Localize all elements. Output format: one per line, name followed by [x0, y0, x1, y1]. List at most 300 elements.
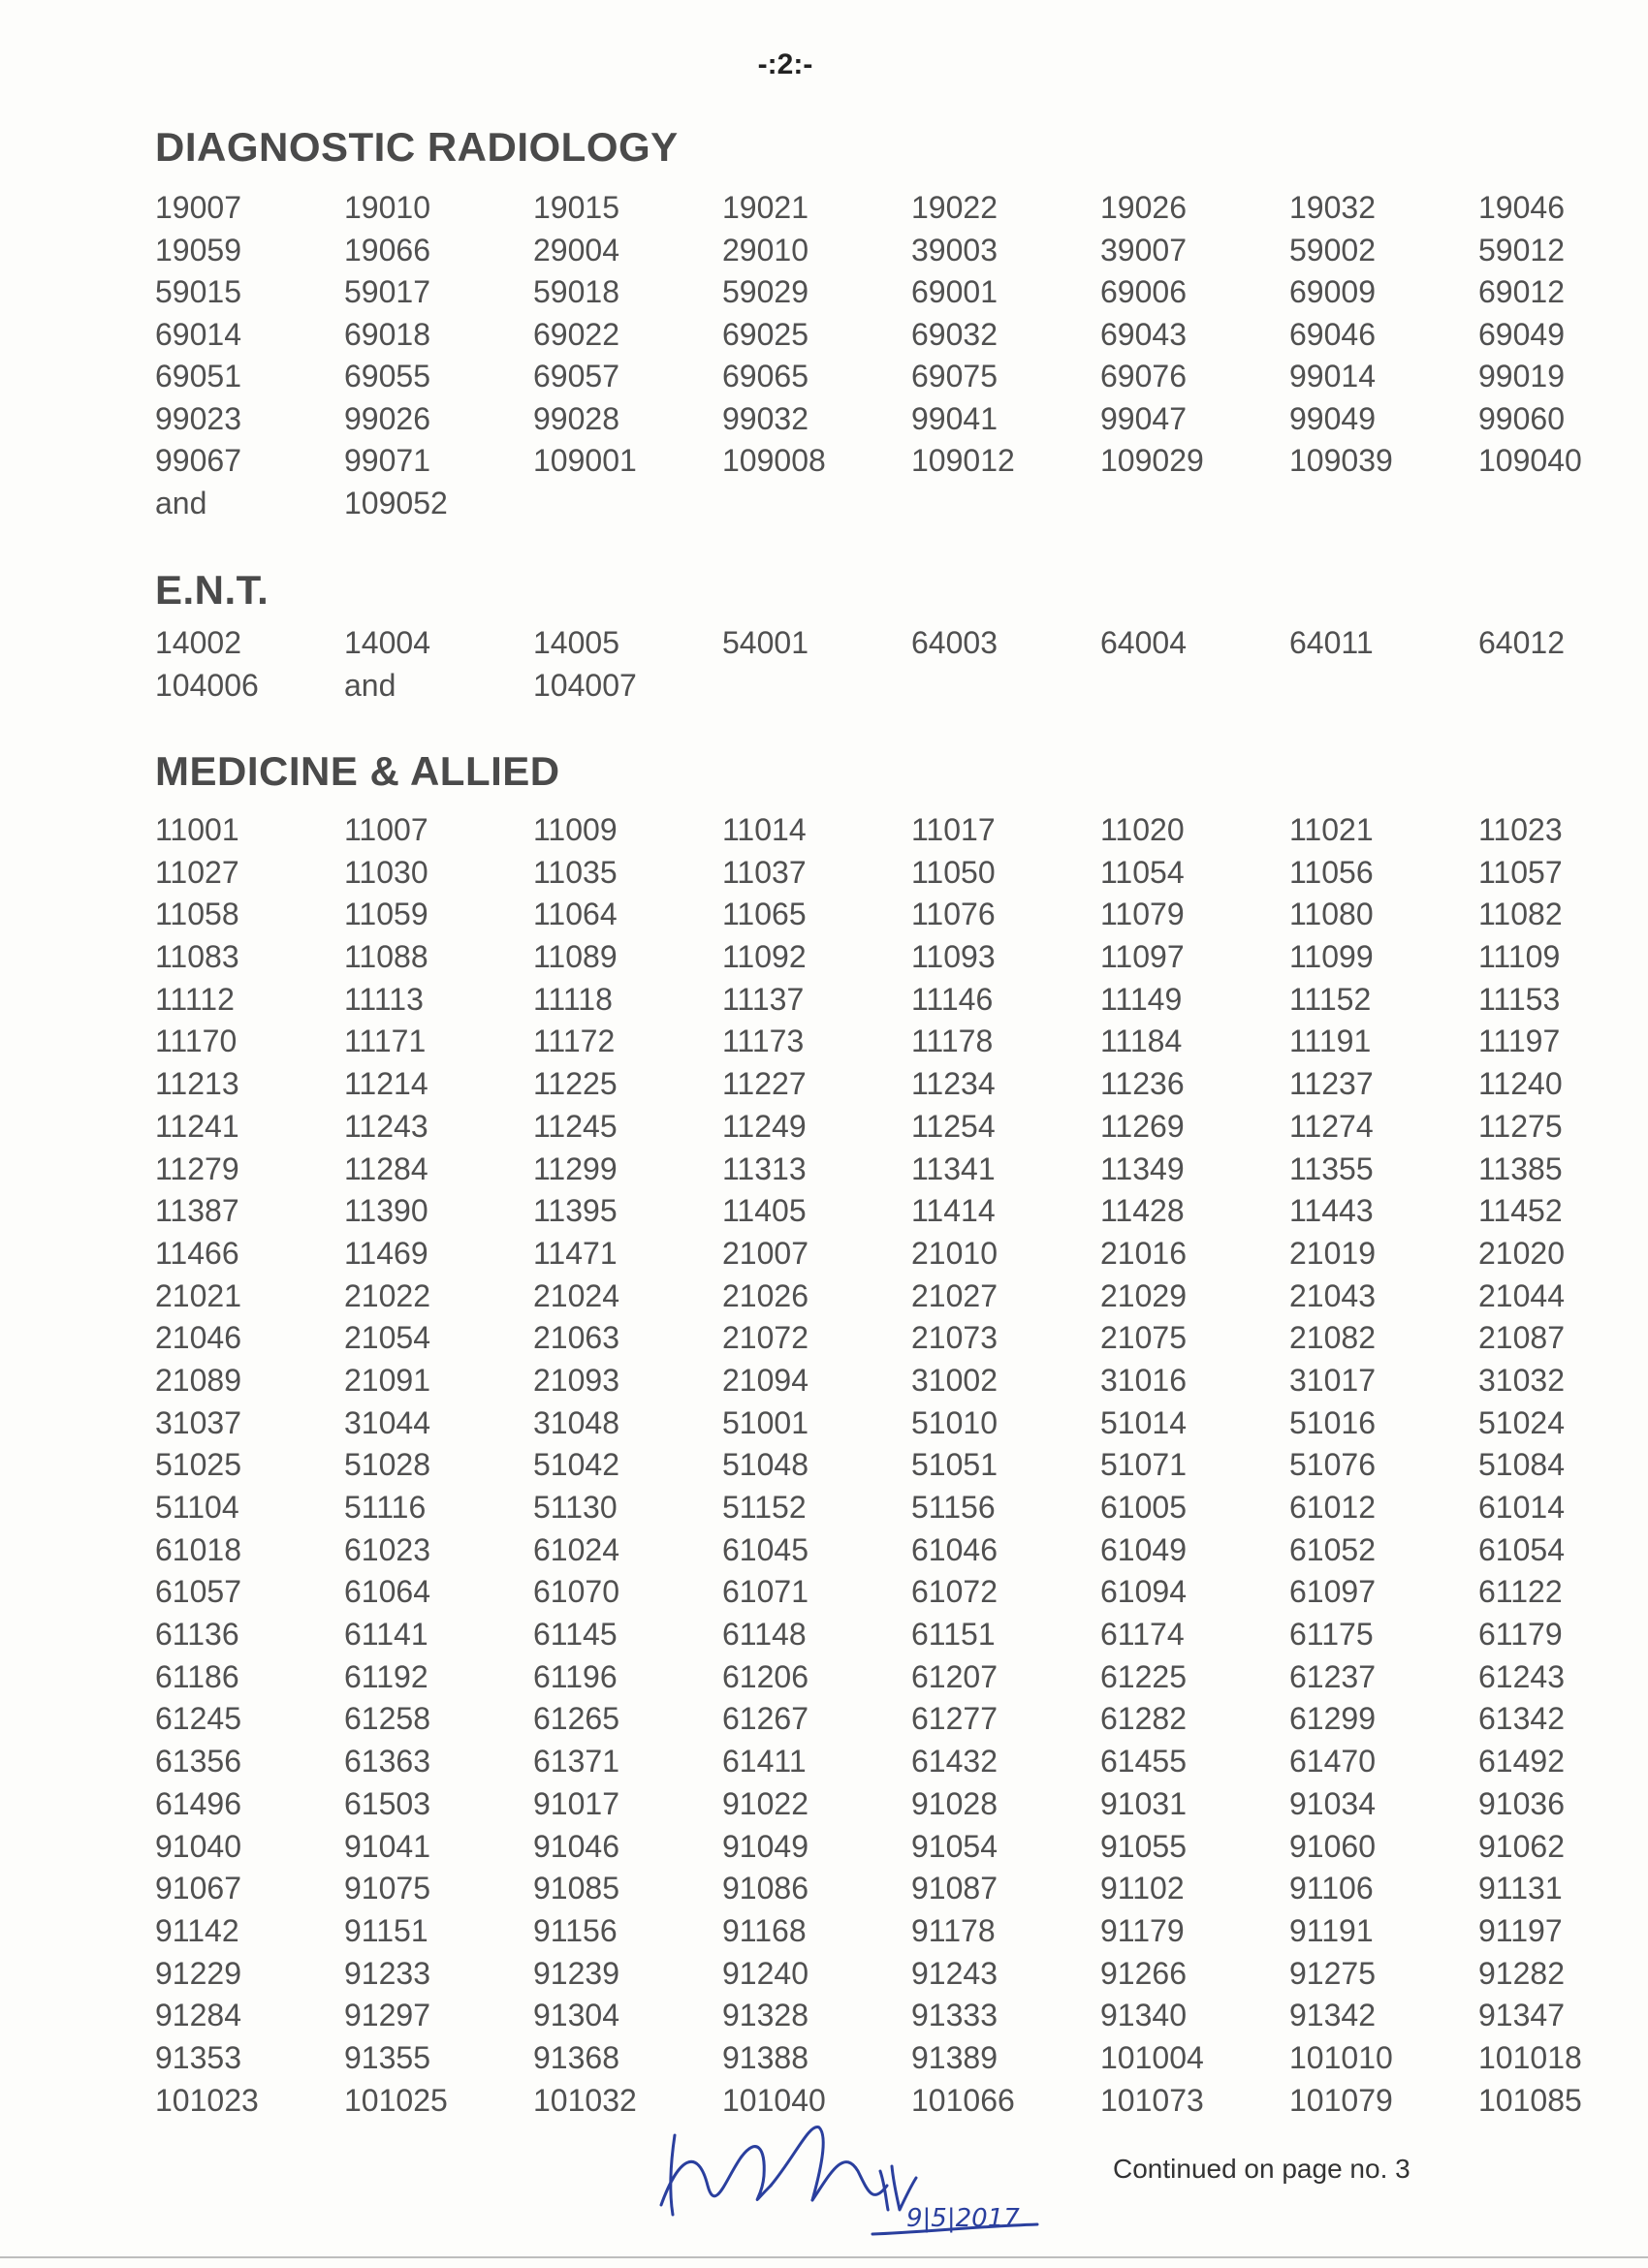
procedure-code: 61245: [155, 1701, 241, 1737]
procedure-code: 91041: [344, 1828, 430, 1864]
procedure-code: 109012: [911, 443, 1015, 478]
code-grid-ent: [155, 625, 1609, 709]
procedure-code: 51010: [911, 1404, 998, 1440]
procedure-code: 31016: [1100, 1362, 1187, 1398]
procedure-code: 11214: [344, 1066, 428, 1102]
procedure-code: 61052: [1289, 1531, 1376, 1567]
procedure-code: 61136: [155, 1617, 239, 1653]
procedure-code: 19059: [155, 232, 241, 268]
procedure-code: 11020: [1100, 812, 1185, 847]
procedure-code: 91054: [911, 1828, 998, 1864]
procedure-code: 21089: [155, 1362, 241, 1398]
procedure-code: 61492: [1478, 1744, 1565, 1780]
procedure-code: 69043: [1100, 316, 1187, 352]
procedure-code: 61299: [1289, 1701, 1376, 1737]
procedure-code: 91040: [155, 1828, 241, 1864]
procedure-code: 91062: [1478, 1828, 1565, 1864]
procedure-code: 109040: [1478, 443, 1582, 478]
procedure-code: 91328: [722, 1998, 808, 2033]
procedure-code: 19066: [344, 232, 430, 268]
procedure-code: 11057: [1478, 854, 1563, 890]
procedure-code: 11118: [533, 981, 613, 1017]
procedure-code: 51084: [1478, 1447, 1565, 1483]
procedure-code: 11112: [155, 981, 235, 1017]
procedure-code: 11390: [344, 1193, 428, 1229]
procedure-code: 11054: [1100, 854, 1185, 890]
procedure-code: 29010: [722, 232, 808, 268]
procedure-code: 11082: [1478, 897, 1563, 932]
procedure-code: 61192: [344, 1658, 428, 1694]
procedure-code: 59015: [155, 274, 241, 309]
procedure-code: 64011: [1289, 625, 1374, 660]
procedure-code: 61014: [1478, 1490, 1565, 1525]
procedure-code: 91034: [1289, 1785, 1376, 1821]
procedure-code: 69076: [1100, 359, 1187, 394]
procedure-code: 61356: [155, 1744, 241, 1780]
procedure-code: 11355: [1289, 1150, 1374, 1186]
procedure-code: 109029: [1100, 443, 1204, 478]
procedure-code: 21029: [1100, 1277, 1187, 1313]
procedure-code: 21063: [533, 1320, 619, 1356]
procedure-code: 11385: [1478, 1150, 1563, 1186]
procedure-code: 91197: [1478, 1912, 1563, 1948]
procedure-code: 91243: [911, 1955, 998, 1991]
procedure-code: 91240: [722, 1955, 808, 1991]
procedure-code: 91142: [155, 1912, 239, 1948]
procedure-code: 61175: [1289, 1617, 1374, 1653]
procedure-code: 61455: [1100, 1744, 1187, 1780]
procedure-code: 21020: [1478, 1235, 1565, 1271]
procedure-code: 69006: [1100, 274, 1187, 309]
procedure-code: 19007: [155, 190, 241, 225]
procedure-code: 11341: [911, 1150, 996, 1186]
procedure-code: 11236: [1100, 1066, 1185, 1102]
procedure-code: 11471: [533, 1235, 618, 1271]
procedure-code: 91275: [1289, 1955, 1376, 1991]
procedure-code: 91168: [722, 1912, 807, 1948]
procedure-code: 19046: [1478, 190, 1565, 225]
procedure-code: 101004: [1100, 2039, 1204, 2075]
procedure-code: 31044: [344, 1404, 430, 1440]
procedure-code: 61207: [911, 1658, 998, 1694]
procedure-code: 21010: [911, 1235, 998, 1271]
procedure-code: 61023: [344, 1531, 430, 1567]
procedure-code: 99041: [911, 400, 998, 436]
procedure-code: 91229: [155, 1955, 241, 1991]
procedure-code: 101073: [1100, 2082, 1204, 2118]
procedure-code: 91031: [1100, 1785, 1187, 1821]
procedure-code: 11249: [722, 1108, 807, 1144]
procedure-code: 11170: [155, 1024, 238, 1059]
procedure-code: 61237: [1289, 1658, 1376, 1694]
procedure-code: 21046: [155, 1320, 241, 1356]
procedure-code: 11254: [911, 1108, 996, 1144]
procedure-code: 21021: [155, 1277, 241, 1313]
procedure-code: 29004: [533, 232, 619, 268]
procedure-code: 59002: [1289, 232, 1376, 268]
procedure-code: 69057: [533, 359, 619, 394]
procedure-code: 91087: [911, 1871, 998, 1906]
procedure-code: 39007: [1100, 232, 1187, 268]
procedure-code: 61265: [533, 1701, 619, 1737]
procedure-code: 11469: [344, 1235, 428, 1271]
procedure-code: 21072: [722, 1320, 808, 1356]
procedure-code: 11092: [722, 939, 807, 975]
procedure-code: 19010: [344, 190, 430, 225]
procedure-code: 91284: [155, 1998, 241, 2033]
procedure-code: 61371: [533, 1744, 619, 1780]
procedure-code: 14004: [344, 625, 430, 660]
procedure-code: 11349: [1100, 1150, 1185, 1186]
procedure-code: 61277: [911, 1701, 998, 1737]
procedure-code: 19021: [722, 190, 808, 225]
procedure-code: 61503: [344, 1785, 430, 1821]
procedure-code: 11240: [1478, 1066, 1563, 1102]
procedure-code: 21007: [722, 1235, 808, 1271]
procedure-code: 11227: [722, 1066, 807, 1102]
procedure-code: 101085: [1478, 2082, 1582, 2118]
procedure-code: 11064: [533, 897, 618, 932]
procedure-code: 11153: [1478, 981, 1561, 1017]
section-heading-ent: E.N.T.: [155, 567, 269, 613]
procedure-code: 61072: [911, 1574, 998, 1610]
procedure-code: 61046: [911, 1531, 998, 1567]
procedure-code: 101025: [344, 2082, 448, 2118]
procedure-code: 91028: [911, 1785, 998, 1821]
procedure-code: 61070: [533, 1574, 619, 1610]
procedure-code: 11146: [911, 981, 994, 1017]
procedure-code: 11405: [722, 1193, 807, 1229]
procedure-code: 61179: [1478, 1617, 1563, 1653]
procedure-code: 64004: [1100, 625, 1187, 660]
procedure-code: 61342: [1478, 1701, 1565, 1737]
procedure-code: 11241: [155, 1108, 239, 1144]
procedure-code: 11284: [344, 1150, 428, 1186]
procedure-code: 11099: [1289, 939, 1374, 975]
procedure-code: 61097: [1289, 1574, 1376, 1610]
procedure-code: 11184: [1100, 1024, 1183, 1059]
procedure-code: 11152: [1289, 981, 1372, 1017]
procedure-code: 11065: [722, 897, 807, 932]
signature-date: 9|5|2017: [906, 2204, 1020, 2233]
procedure-code: 11197: [1478, 1024, 1561, 1059]
procedure-code: 91353: [155, 2039, 241, 2075]
procedure-code: 21016: [1100, 1235, 1187, 1271]
procedure-code: 11269: [1100, 1108, 1185, 1144]
procedure-code: 11030: [344, 854, 428, 890]
procedure-code: 61054: [1478, 1531, 1565, 1567]
procedure-code: 91179: [1100, 1912, 1185, 1948]
procedure-code: 61282: [1100, 1701, 1187, 1737]
procedure-code: 39003: [911, 232, 998, 268]
procedure-code: 21027: [911, 1277, 998, 1313]
procedure-code: 19022: [911, 190, 998, 225]
procedure-code: 31017: [1289, 1362, 1376, 1398]
procedure-code: 11387: [155, 1193, 239, 1229]
procedure-code: 101023: [155, 2082, 259, 2118]
procedure-code: 91151: [344, 1912, 428, 1948]
procedure-code: 19032: [1289, 190, 1376, 225]
procedure-code: 61057: [155, 1574, 241, 1610]
procedure-code: 69025: [722, 316, 808, 352]
procedure-code: 51156: [911, 1490, 996, 1525]
procedure-code: 11173: [722, 1024, 805, 1059]
procedure-code: 11023: [1478, 812, 1563, 847]
code-connector: and: [344, 667, 396, 703]
procedure-code: 11443: [1289, 1193, 1374, 1229]
procedure-code: 21044: [1478, 1277, 1565, 1313]
continued-note: Continued on page no. 3: [1113, 2154, 1410, 2184]
procedure-code: 11089: [533, 939, 618, 975]
procedure-code: 101079: [1289, 2082, 1393, 2118]
procedure-code: 99014: [1289, 359, 1376, 394]
procedure-code: 69018: [344, 316, 430, 352]
procedure-code: 11113: [344, 981, 424, 1017]
procedure-code: 21091: [344, 1362, 430, 1398]
procedure-code: 11027: [155, 854, 239, 890]
procedure-code: 91075: [344, 1871, 430, 1906]
procedure-code: 91156: [533, 1912, 618, 1948]
procedure-code: 11076: [911, 897, 996, 932]
procedure-code: 69051: [155, 359, 241, 394]
procedure-code: 61012: [1289, 1490, 1376, 1525]
procedure-code: 14005: [533, 625, 619, 660]
procedure-code: 69022: [533, 316, 619, 352]
procedure-code: 21094: [722, 1362, 808, 1398]
procedure-code: 11050: [911, 854, 996, 890]
procedure-code: 91239: [533, 1955, 619, 1991]
procedure-code: 51001: [722, 1404, 808, 1440]
procedure-code: 11225: [533, 1066, 618, 1102]
procedure-code: 91340: [1100, 1998, 1187, 2033]
procedure-code: 51028: [344, 1447, 430, 1483]
page-number: -:2:-: [757, 48, 813, 80]
procedure-code: 99019: [1478, 359, 1565, 394]
procedure-code: 11191: [1289, 1024, 1372, 1059]
procedure-code: 19015: [533, 190, 619, 225]
procedure-code: 31032: [1478, 1362, 1565, 1398]
procedure-code: 61267: [722, 1701, 808, 1737]
procedure-code: 91036: [1478, 1785, 1565, 1821]
procedure-code: 61122: [1478, 1574, 1563, 1610]
procedure-code: 11178: [911, 1024, 994, 1059]
code-grid-medicine-allied: [155, 812, 1609, 2125]
procedure-code: 59017: [344, 274, 430, 309]
procedure-code: 51071: [1100, 1447, 1187, 1483]
procedure-code: 11007: [344, 812, 428, 847]
procedure-code: 11014: [722, 812, 807, 847]
procedure-code: 11245: [533, 1108, 618, 1144]
procedure-code: 11234: [911, 1066, 996, 1102]
procedure-code: 61141: [344, 1617, 428, 1653]
procedure-code: 69049: [1478, 316, 1565, 352]
procedure-code: 61174: [1100, 1617, 1185, 1653]
bottom-rule: [0, 2256, 1648, 2258]
procedure-code: 69012: [1478, 274, 1565, 309]
procedure-code: 11083: [155, 939, 239, 975]
procedure-code: 69001: [911, 274, 998, 309]
procedure-code: 91233: [344, 1955, 430, 1991]
procedure-code: 61045: [722, 1531, 808, 1567]
procedure-code: 11171: [344, 1024, 427, 1059]
procedure-code: 91086: [722, 1871, 808, 1906]
procedure-code: 51152: [722, 1490, 807, 1525]
procedure-code: 11274: [1289, 1108, 1374, 1144]
procedure-code: 91060: [1289, 1828, 1376, 1864]
procedure-code: 104006: [155, 667, 259, 703]
procedure-code: 61196: [533, 1658, 618, 1694]
procedure-code: 11452: [1478, 1193, 1563, 1229]
procedure-code: 51048: [722, 1447, 808, 1483]
procedure-code: 99047: [1100, 400, 1187, 436]
procedure-code: 11149: [1100, 981, 1183, 1017]
procedure-code: 51014: [1100, 1404, 1187, 1440]
procedure-code: 101040: [722, 2082, 826, 2118]
procedure-code: 99026: [344, 400, 430, 436]
procedure-code: 21073: [911, 1320, 998, 1356]
procedure-code: 51076: [1289, 1447, 1376, 1483]
procedure-code: 21019: [1289, 1235, 1376, 1271]
procedure-code: 51025: [155, 1447, 241, 1483]
procedure-code: 14002: [155, 625, 241, 660]
procedure-code: 51024: [1478, 1404, 1565, 1440]
procedure-code: 91085: [533, 1871, 619, 1906]
procedure-code: 11137: [722, 981, 805, 1017]
procedure-code: 61151: [911, 1617, 996, 1653]
procedure-code: 51016: [1289, 1404, 1376, 1440]
procedure-code: 21093: [533, 1362, 619, 1398]
procedure-code: 59018: [533, 274, 619, 309]
procedure-code: 51116: [344, 1490, 427, 1525]
procedure-code: 69009: [1289, 274, 1376, 309]
procedure-code: 91297: [344, 1998, 430, 2033]
procedure-code: 11414: [911, 1193, 996, 1229]
procedure-code: 109001: [533, 443, 637, 478]
procedure-code: 91131: [1478, 1871, 1563, 1906]
procedure-code: 61243: [1478, 1658, 1565, 1694]
code-grid-diagnostic-radiology: [155, 190, 1609, 527]
procedure-code: 11279: [155, 1150, 239, 1186]
procedure-code: 11035: [533, 854, 618, 890]
procedure-code: 59029: [722, 274, 808, 309]
procedure-code: 61432: [911, 1744, 998, 1780]
procedure-code: 99049: [1289, 400, 1376, 436]
procedure-code: 69046: [1289, 316, 1376, 352]
procedure-code: 99067: [155, 443, 241, 478]
procedure-code: 31037: [155, 1404, 241, 1440]
procedure-code: 69014: [155, 316, 241, 352]
procedure-code: 11058: [155, 897, 239, 932]
section-heading-diagnostic-radiology: DIAGNOSTIC RADIOLOGY: [155, 124, 679, 170]
procedure-code: 11017: [911, 812, 996, 847]
procedure-code: 11001: [155, 812, 239, 847]
procedure-code: 64003: [911, 625, 998, 660]
procedure-code: 101018: [1478, 2039, 1582, 2075]
procedure-code: 11080: [1289, 897, 1374, 932]
procedure-code: 104007: [533, 667, 637, 703]
procedure-code: 61148: [722, 1617, 807, 1653]
procedure-code: 11428: [1100, 1193, 1185, 1229]
procedure-code: 109039: [1289, 443, 1393, 478]
procedure-code: 11093: [911, 939, 996, 975]
procedure-code: 91304: [533, 1998, 619, 2033]
procedure-code: 54001: [722, 625, 808, 660]
procedure-code: 21054: [344, 1320, 430, 1356]
procedure-code: 21082: [1289, 1320, 1376, 1356]
procedure-code: 11009: [533, 812, 618, 847]
procedure-code: 61094: [1100, 1574, 1187, 1610]
procedure-code: 61206: [722, 1658, 808, 1694]
procedure-code: 61496: [155, 1785, 241, 1821]
procedure-code: 69032: [911, 316, 998, 352]
procedure-code: 61258: [344, 1701, 430, 1737]
procedure-code: 91046: [533, 1828, 619, 1864]
procedure-code: 101010: [1289, 2039, 1393, 2075]
procedure-code: 91355: [344, 2039, 430, 2075]
procedure-code: 91055: [1100, 1828, 1187, 1864]
procedure-code: 21022: [344, 1277, 430, 1313]
procedure-code: 11088: [344, 939, 428, 975]
procedure-code: 91266: [1100, 1955, 1187, 1991]
section-heading-medicine-allied: MEDICINE & ALLIED: [155, 748, 560, 794]
procedure-code: 99071: [344, 443, 430, 478]
procedure-code: 11299: [533, 1150, 618, 1186]
procedure-code: 101066: [911, 2082, 1015, 2118]
procedure-code: 11079: [1100, 897, 1185, 932]
procedure-code: 91347: [1478, 1998, 1565, 2033]
procedure-code: 19026: [1100, 190, 1187, 225]
procedure-code: 91388: [722, 2039, 808, 2075]
procedure-code: 11466: [155, 1235, 239, 1271]
procedure-code: 21087: [1478, 1320, 1565, 1356]
procedure-code: 91389: [911, 2039, 998, 2075]
procedure-code: 61225: [1100, 1658, 1187, 1694]
procedure-code: 31002: [911, 1362, 998, 1398]
procedure-code: 99023: [155, 400, 241, 436]
procedure-code: 11037: [722, 854, 807, 890]
procedure-code: 61071: [722, 1574, 808, 1610]
procedure-code: 91017: [533, 1785, 619, 1821]
procedure-code: 11109: [1478, 939, 1561, 975]
procedure-code: 51051: [911, 1447, 998, 1483]
procedure-code: 99060: [1478, 400, 1565, 436]
procedure-code: 61411: [722, 1744, 807, 1780]
procedure-code: 11021: [1289, 812, 1374, 847]
procedure-code: 101032: [533, 2082, 637, 2118]
procedure-code: 99028: [533, 400, 619, 436]
procedure-code: 91049: [722, 1828, 808, 1864]
procedure-code: 64012: [1478, 625, 1565, 660]
procedure-code: 61363: [344, 1744, 430, 1780]
procedure-code: 69065: [722, 359, 808, 394]
procedure-code: 11059: [344, 897, 428, 932]
procedure-code: 69055: [344, 359, 430, 394]
procedure-code: 91102: [1100, 1871, 1185, 1906]
procedure-code: 91368: [533, 2039, 619, 2075]
procedure-code: 61005: [1100, 1490, 1187, 1525]
procedure-code: 91333: [911, 1998, 998, 2033]
procedure-code: 11313: [722, 1150, 807, 1186]
procedure-code: 109008: [722, 443, 826, 478]
procedure-code: 61145: [533, 1617, 618, 1653]
procedure-code: 11213: [155, 1066, 239, 1102]
procedure-code: 21026: [722, 1277, 808, 1313]
procedure-code: 99032: [722, 400, 808, 436]
procedure-code: 61186: [155, 1658, 239, 1694]
procedure-code: 11056: [1289, 854, 1374, 890]
procedure-code: 91067: [155, 1871, 241, 1906]
procedure-code: 109052: [344, 485, 448, 520]
